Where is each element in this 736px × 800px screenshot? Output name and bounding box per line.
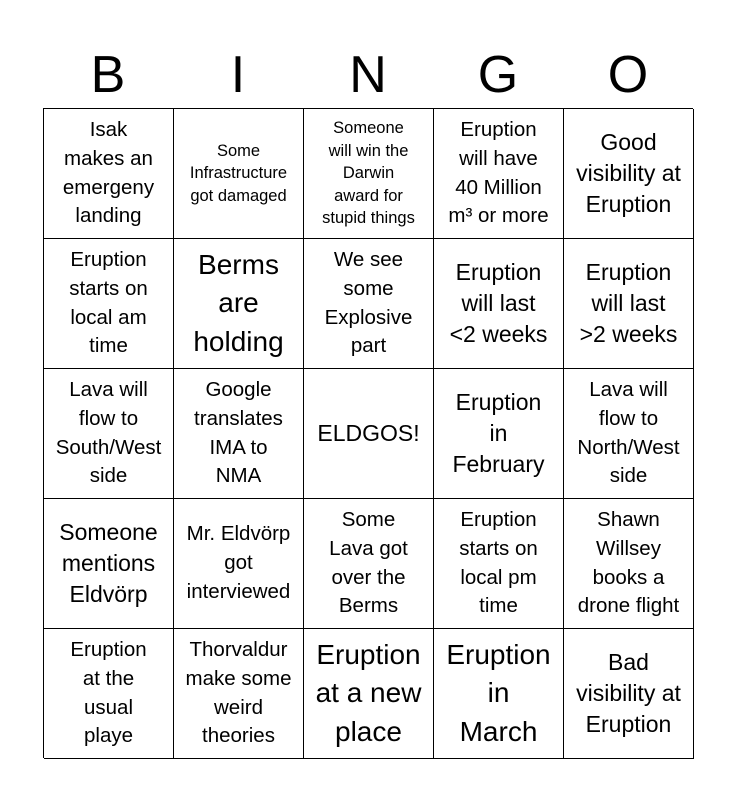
bingo-cell-r2c2[interactable] bbox=[174, 239, 304, 369]
cell-text: Eruption in March bbox=[446, 639, 551, 747]
bingo-cell-r5c2[interactable] bbox=[174, 629, 304, 759]
header-letter-n: N bbox=[349, 46, 387, 104]
header-letter-g: G bbox=[477, 46, 519, 104]
cell-text: Bad visibility at Eruption bbox=[576, 648, 681, 738]
bingo-cell-r5c5[interactable] bbox=[564, 629, 694, 759]
bingo-cell-r4c1[interactable] bbox=[44, 499, 174, 629]
bingo-cell-r1c1[interactable] bbox=[44, 109, 174, 239]
cell-text: ELDGOS! bbox=[317, 419, 420, 446]
bingo-header bbox=[43, 42, 693, 108]
bingo-cell-r2c4[interactable] bbox=[434, 239, 564, 369]
header-letter-o: O bbox=[607, 46, 649, 104]
bingo-cell-r1c2[interactable] bbox=[174, 109, 304, 239]
cell-text: Good visibility at Eruption bbox=[576, 128, 681, 218]
cell-text: Eruption at a new place bbox=[315, 639, 422, 747]
bingo-cell-r3c1[interactable] bbox=[44, 369, 174, 499]
bingo-cell-r3c5[interactable] bbox=[564, 369, 694, 499]
cell-text: Berms are holding bbox=[193, 249, 284, 357]
cell-text: Eruption will last <2 weeks bbox=[449, 258, 548, 348]
bingo-cell-r1c3[interactable] bbox=[304, 109, 434, 239]
bingo-cell-r4c4[interactable] bbox=[434, 499, 564, 629]
bingo-cell-r4c5[interactable] bbox=[564, 499, 694, 629]
bingo-cell-r1c5[interactable] bbox=[564, 109, 694, 239]
cell-text: Eruption in February bbox=[452, 388, 545, 478]
bingo-cell-r4c3[interactable] bbox=[304, 499, 434, 629]
header-letter-i: I bbox=[230, 46, 246, 104]
bingo-cell-r2c5[interactable] bbox=[564, 239, 694, 369]
bingo-cell-r5c1[interactable] bbox=[44, 629, 174, 759]
bingo-cell-r5c4[interactable] bbox=[434, 629, 564, 759]
bingo-cell-r3c2[interactable] bbox=[174, 369, 304, 499]
cell-text: Google translates IMA to NMA bbox=[194, 378, 283, 488]
cell-text: Mr. Eldvörp got interviewed bbox=[186, 522, 291, 603]
bingo-cell-r2c3[interactable] bbox=[304, 239, 434, 369]
cell-text: Eruption starts on local pm time bbox=[459, 508, 538, 618]
cell-text: Isak makes an emergeny landing bbox=[62, 118, 155, 228]
bingo-board bbox=[43, 108, 693, 758]
cell-text: Someone will win the Darwin award for stupid things bbox=[322, 119, 415, 228]
bingo-cell-r4c2[interactable] bbox=[174, 499, 304, 629]
cell-text: Shawn Willsey books a drone flight bbox=[577, 508, 680, 618]
cell-text: Lava will flow to North/West side bbox=[577, 378, 680, 488]
cell-text: Lava will flow to South/West side bbox=[55, 378, 162, 488]
cell-text: Eruption will have 40 Million m³ or more bbox=[448, 118, 549, 228]
bingo-cell-free[interactable] bbox=[304, 369, 434, 499]
cell-text: Some Lava got over the Berms bbox=[329, 508, 408, 618]
cell-text: Eruption starts on local am time bbox=[69, 248, 148, 358]
cell-text: Thorvaldur make some weird theories bbox=[185, 638, 292, 748]
cell-text: Some Infrastructure got damaged bbox=[189, 141, 288, 205]
cell-text: We see some Explosive part bbox=[324, 248, 413, 358]
cell-text: Someone mentions Eldvörp bbox=[59, 518, 158, 608]
bingo-cell-r5c3[interactable] bbox=[304, 629, 434, 759]
bingo-cell-r1c4[interactable] bbox=[434, 109, 564, 239]
bingo-cell-r3c4[interactable] bbox=[434, 369, 564, 499]
cell-text: Eruption will last >2 weeks bbox=[579, 258, 678, 348]
bingo-cell-r2c1[interactable] bbox=[44, 239, 174, 369]
header-letter-b: B bbox=[90, 46, 126, 104]
cell-text: Eruption at the usual playe bbox=[70, 638, 147, 748]
